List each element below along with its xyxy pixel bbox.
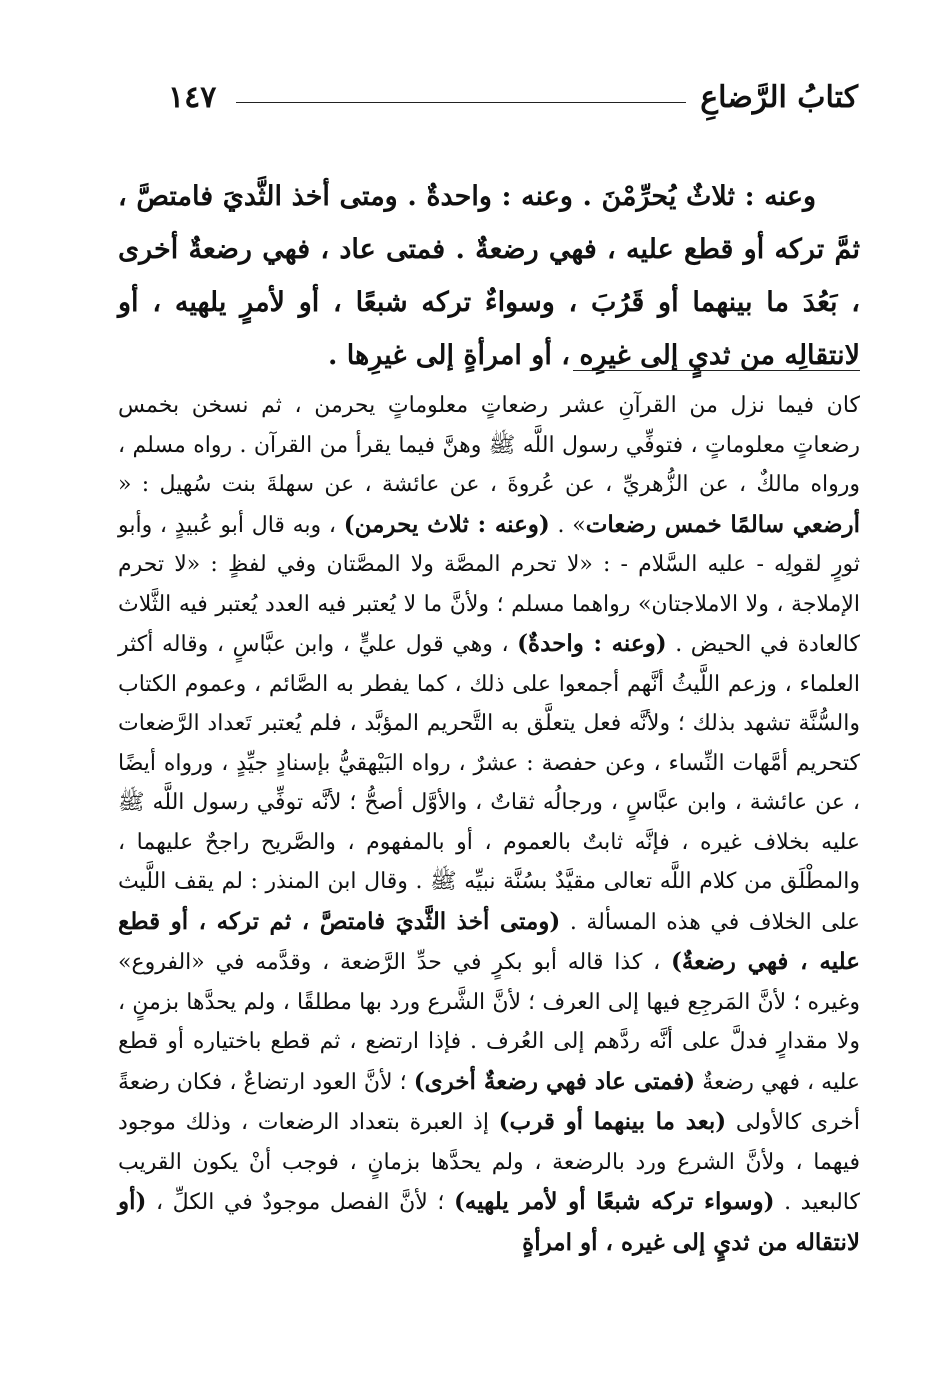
footnote-separator-rule — [573, 370, 860, 371]
page-number: ١٤٧ — [168, 80, 217, 115]
sharh-text: ؛ لأنَّ الفصل موجودٌ في الكلِّ ، — [155, 1190, 445, 1215]
sharh-text: كان فيما نزل من القرآنِ عشر رضعاتٍ معلوماتٍ يحرمن ، ثم نسخن بخمس رضعاتٍ معلوماتٍ ، فتوفِّي رسول اللَّه ﷺ وهنَّ فيما يقرأ من القرآن . رواه مسلم ، ورواه مالكٌ ، عن الزُّهريِّ ، عن عُروةَ ، عن عائشة ، عن سهلةَ بنت سُهيل : « — [118, 393, 860, 497]
matn-paragraph: وعنه : ثلاثٌ يُحرِّمْنَ . وعنه : واحدةٌ . ومتى أخذ الثَّديَ فامتصَّ ، ثمَّ تركه أو قطع عليه ، فهي رضعةٌ . فمتى عاد ، فهي رضعةٌ أخرى ، بَعُدَ ما بينهما أو قَرُبَ ، وسواءٌ تركه شبعًا ، أو لأمرٍ يلهيه ، أو لانتقالِه من ثديٍ إلى غيرِه ، أو امرأةٍ إلى غيرِها . — [118, 181, 860, 371]
sharh-text: ؛ لأنَّ العود ارتضاعٌ ، فكان رضعةً أخرى كالأولى — [118, 1069, 861, 1135]
sharh-quote: (وعنه : ثلاث يحرمن) — [343, 510, 550, 538]
sharh-text: إذ العبرة بتعداد الرضعات ، وذلك موجود فيهما ، ولأنَّ الشرع ورد بالرضعة ، ولم يحدَّها بزمانٍ ، فوجب أنْ يكون القريب كالبعيد . — [118, 1110, 861, 1215]
matn-text-block — [118, 170, 860, 382]
chapter-title: كتابُ الرَّضاعِ — [700, 80, 858, 115]
sharh-quote: أرضعي سالمًا خمس رضعات — [585, 510, 860, 538]
sharh-commentary-block — [118, 386, 860, 1263]
sharh-quote: (بعد ما بينهما أو قرب) — [498, 1108, 727, 1135]
sharh-quote: (وسواء تركه شبعًا أو لأمر يلهيه) — [454, 1188, 775, 1215]
sharh-paragraph — [118, 386, 860, 1263]
header-rule — [236, 102, 686, 103]
sharh-text: ، وهي قول عليٍّ ، وابن عبَّاسٍ ، وقاله أكثر العلماء ، وزعم اللَّيثُ أنَّهم أجمعوا على ذلك ، كما يفطر به الصَّائم ، وعموم الكتاب والسُّنَّة تشهد بذلك ؛ ولأنَّه فعل يتعلَّق به التَّحريم المؤبَّد ، فلم يُعتبر تَعداد الرَّضعات كتحريم أمَّهات النِّساء ، وعن حفصة : عشرٌ ، رواه البَيْهقيُّ بإسنادٍ جيِّدٍ ، ورواه أيضًا ، عن عائشة ، وابن عبَّاسٍ ، ورجالُه ثقاتٌ ، والأوَّل أصحُّ ؛ لأنَّه توفِّي رسول اللَّه ﷺ عليه بخلاف غيره ، فإنَّه ثابتٌ بالعموم ، أو بالمفهوم ، والصَّريح راجحٌ عليهما ، والمطْلَق من كلام اللَّه تعالى مقيَّدٌ بسُنَّة نبيِّه ﷺ . وقال ابن المنذر : لم يقف اللَّيث على الخلاف في هذه المسألة . — [118, 632, 861, 935]
sharh-quote: (أو لانتقاله من ثديٍ إلى غيره ، أو امرأةٍ — [118, 1188, 860, 1256]
sharh-quote: (فمتى عاد فهي رضعةٌ أخرى) — [413, 1067, 696, 1095]
sharh-quote: (وعنه : واحدةٌ) — [517, 630, 667, 657]
sharh-quote: (ومتى أخذ الثَّديَ فامتصَّ ، ثم تركه ، أو قطع عليه ، فهي رضعةٌ) — [118, 907, 860, 975]
sharh-text: » . — [557, 512, 586, 538]
sharh-text: ، وبه قال أبو عُبيدٍ ، وأبو ثورٍ لقولِه - عليه السَّلام - : «لا تحرم المصَّة ولا المصَّتان وفي لفظٍ : «لا تحرم الإملاجة ، ولا الاملاجتان» رواهما مسلم ؛ ولأنَّ ما لا يُعتبر فيه العدد يُعتبر فيه الثَّلاث كالعادة في الحيض . — [118, 512, 860, 657]
page-header — [168, 78, 858, 118]
sharh-text: ، كذا قاله أبو بكرٍ في حدِّ الرَّضعة ، وقدَّمه في «الفروع» وغيره ؛ لأنَّ المَرجِع فيها إلى العرف ؛ لأنَّ الشَّرع ورد بها مطلقًا ، ولم يحدَّها بزمنٍ ، ولا مقدارٍ فدلَّ على أنَّه ردَّهم إلى العُرف . فإذا ارتضع ، ثم قطع باختياره أو قطع عليه ، فهي رضعةٌ — [118, 950, 860, 1095]
